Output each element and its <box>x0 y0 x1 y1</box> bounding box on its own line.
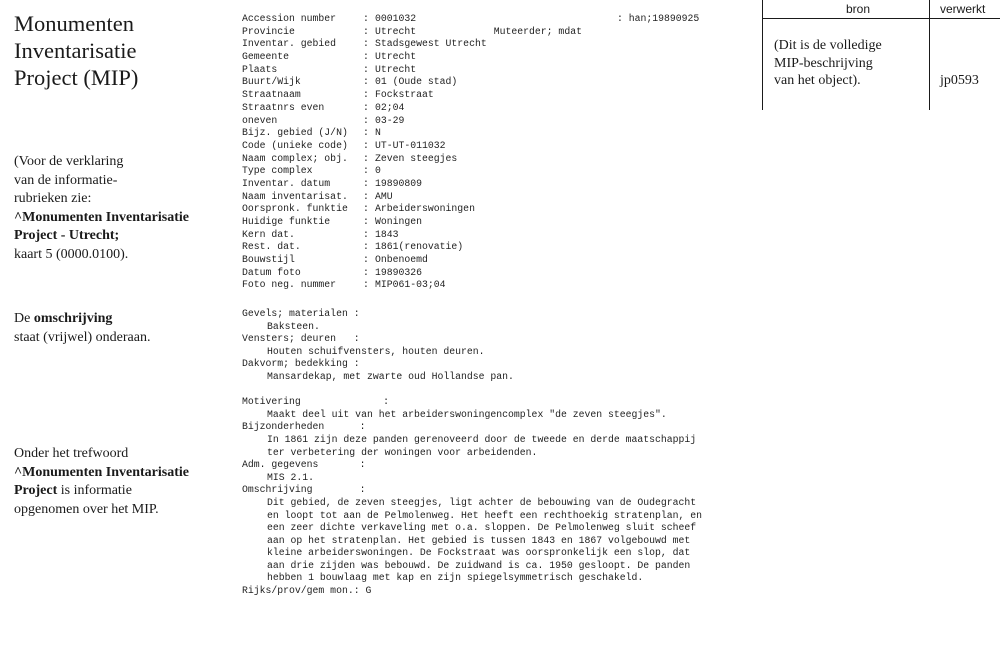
record-value: Woningen <box>375 216 423 227</box>
info-line: rubrieken zie: <box>14 191 92 206</box>
description-line: Maakt deel uit van het arbeiderswoningencomplex "de zeven steegjes". <box>267 408 667 420</box>
omschrijving-line: staat (vrijwel) onderaan. <box>14 329 151 345</box>
record-colon: : <box>363 165 369 177</box>
title-line: Project (MIP) <box>14 65 139 90</box>
description-line: kleine arbeiderswoningen. De Fockstraat was oorspronkelijk een slop, dat <box>267 547 691 559</box>
page-title <box>14 10 229 91</box>
record-colon: : <box>363 101 369 113</box>
record-colon: : <box>363 254 369 266</box>
info-note <box>14 153 229 264</box>
description-line: Omschrijving : <box>242 484 366 496</box>
omschrijving-bold: omschrijving <box>33 311 113 326</box>
title-line: Monumenten <box>14 11 134 36</box>
record-value: Utrecht <box>375 51 417 63</box>
bron-line: (Dit is de volledige <box>774 38 882 53</box>
trefwoord-bold-line: ^Monumenten Inventarisatie <box>14 464 189 480</box>
description-line: aan op het stratenplan. Het gebied is tussen 1843 en 1867 volgebouwd met <box>267 534 691 546</box>
record-colon: : <box>363 216 369 227</box>
column-header-verwerkt: verwerkt <box>940 2 986 16</box>
record-value: Utrecht <box>375 63 417 75</box>
record-value: 0001032 <box>375 13 417 24</box>
record-value: Fockstraat <box>375 89 434 101</box>
record-key: Bijz. gebied (J/N) <box>242 127 348 139</box>
bron-line: MIP-beschrijving <box>774 55 873 71</box>
record-value: N <box>375 127 381 139</box>
trefwoord-rest: is informatie <box>57 483 132 498</box>
table-border-left <box>762 0 763 110</box>
omschrijving-pre: De <box>14 311 34 326</box>
description-line: Houten schuifvensters, houten deuren. <box>267 345 485 357</box>
info-line: van de informatie- <box>14 172 118 188</box>
record-value: 01 (Oude stad) <box>375 76 458 88</box>
bron-cell <box>774 37 882 90</box>
trefwoord-note <box>14 445 229 519</box>
record-key: Bouwstijl <box>242 254 295 266</box>
record-key: Gemeente <box>242 51 290 63</box>
info-bold-line: ^Monumenten Inventarisatie <box>14 209 189 225</box>
record-key: Accession number <box>242 13 337 24</box>
record-colon: : <box>363 177 369 189</box>
record-colon: : <box>363 13 369 24</box>
record-value: 1861(renovatie) <box>375 241 464 253</box>
record-value: Stadsgewest Utrecht <box>375 38 487 50</box>
record-key: Straatnrs even <box>242 101 325 113</box>
title-line: Inventarisatie <box>14 38 137 63</box>
trefwoord-bold: Project <box>14 483 58 498</box>
description-line: Adm. gegevens : <box>242 459 366 471</box>
trefwoord-line <box>14 482 229 501</box>
verwerkt-cell: jp0593 <box>940 73 979 88</box>
record-key: Oorspronk. funktie <box>242 203 348 215</box>
record-key: Naam inventarisat. <box>242 190 348 202</box>
info-bold-line: Project - Utrecht; <box>14 228 120 243</box>
trefwoord-line: Onder het trefwoord <box>14 446 129 461</box>
record-colon: : <box>363 38 369 50</box>
record-colon: : <box>363 89 369 101</box>
record-value: UT-UT-011032 <box>375 139 446 151</box>
record-key: Kern dat. <box>242 228 295 240</box>
description-line: Bijzonderheden : <box>242 421 366 433</box>
omschrijving-line <box>14 310 229 329</box>
record-colon: : <box>363 114 369 126</box>
mutation-value: : han;19890925 <box>617 13 700 24</box>
record-key: Plaats <box>242 63 278 75</box>
description-line: Baksteen. <box>267 320 320 332</box>
record-value: Onbenoemd <box>375 254 428 266</box>
description-line: MIS 2.1. <box>267 471 315 483</box>
record-value: Arbeiderswoningen <box>375 203 475 215</box>
record-colon: : <box>363 279 369 291</box>
record-key: Code (unieke code) <box>242 139 348 151</box>
description-line: Motivering : <box>242 396 389 408</box>
description-line: In 1861 zijn deze panden gerenoveerd door de tweede en derde maatschappij <box>267 433 697 445</box>
description-line <box>242 384 762 397</box>
table-header-divider <box>762 18 1000 19</box>
record-colon: : <box>363 63 369 75</box>
record-colon: : <box>363 139 369 151</box>
trefwoord-line: opgenomen over het MIP. <box>14 501 159 517</box>
mutation-info <box>482 13 700 51</box>
record-key: Rest. dat. <box>242 241 301 253</box>
description-line: ter verbetering der woningen voor arbeidenden. <box>267 446 538 458</box>
record-value: 02;04 <box>375 101 405 113</box>
record-value: 1843 <box>375 228 399 240</box>
record-value: Zeven steegjes <box>375 152 458 164</box>
table-column-divider <box>929 0 930 110</box>
record-colon: : <box>363 228 369 240</box>
record-colon: : <box>363 190 369 202</box>
record-value: 03-29 <box>375 114 405 126</box>
record-key: Foto neg. nummer <box>242 279 337 291</box>
record-colon: : <box>363 76 369 88</box>
record-colon: : <box>363 266 369 278</box>
info-line: kaart 5 (0000.0100). <box>14 246 129 262</box>
description-line: Dit gebied, de zeven steegjes, ligt achter de bebouwing van de Oudegracht <box>267 496 697 508</box>
record-value: Utrecht <box>375 25 417 37</box>
record-key: Inventar. datum <box>242 177 331 189</box>
record-key: Buurt/Wijk <box>242 76 301 88</box>
record-value: MIP061-03;04 <box>375 279 446 291</box>
description-line: Dakvorm; bedekking : <box>242 358 360 370</box>
description-line: Rijks/prov/gem mon.: G <box>242 585 372 597</box>
record-key: Inventar. gebied <box>242 38 337 50</box>
record-key: Provincie <box>242 25 295 37</box>
omschrijving-note <box>14 310 229 347</box>
record-key: Straatnaam <box>242 89 301 101</box>
reference-table <box>762 0 1000 110</box>
record-key: Huidige funktie <box>242 216 331 227</box>
record-key: Datum foto <box>242 266 301 278</box>
record-key: oneven <box>242 114 278 126</box>
info-line: (Voor de verklaring <box>14 154 124 169</box>
record-value: 19890326 <box>375 266 423 278</box>
record-colon: : <box>363 51 369 63</box>
record-colon: : <box>363 203 369 215</box>
description-line: Gevels; materialen : <box>242 308 360 319</box>
record-colon: : <box>363 152 369 164</box>
record-colon: : <box>363 127 369 139</box>
bron-line: van het object). <box>774 73 861 88</box>
description-line: en loopt tot aan de Pelmolenweg. Het heeft een rechthoekig stratenplan, en <box>267 509 703 521</box>
record-key: Type complex <box>242 165 313 177</box>
description-line: aan drie zijden was bebouwd. De zuidwand is ca. 1950 gesloopt. De panden <box>267 559 691 571</box>
column-header-bron: bron <box>846 2 871 16</box>
description-line: Mansardekap, met zwarte oud Hollandse pan. <box>267 370 514 382</box>
record-key: Naam complex; obj. <box>242 152 348 164</box>
mutation-label: Muteerder; mdat <box>493 25 582 37</box>
record-value: 19890809 <box>375 177 423 189</box>
description-block <box>242 308 762 598</box>
record-colon: : <box>363 25 369 37</box>
description-line: een zeer dichte verkaveling met o.a. sloppen. De Pelmolenweg sluit scheef <box>267 522 697 534</box>
description-line: Vensters; deuren : <box>242 333 360 345</box>
record-colon: : <box>363 241 369 253</box>
record-value: 0 <box>375 165 381 177</box>
description-line: hebben 1 bouwlaag met kap en zijn spiegelsymmetrisch geschakeld. <box>267 572 644 584</box>
record-value: AMU <box>375 190 393 202</box>
